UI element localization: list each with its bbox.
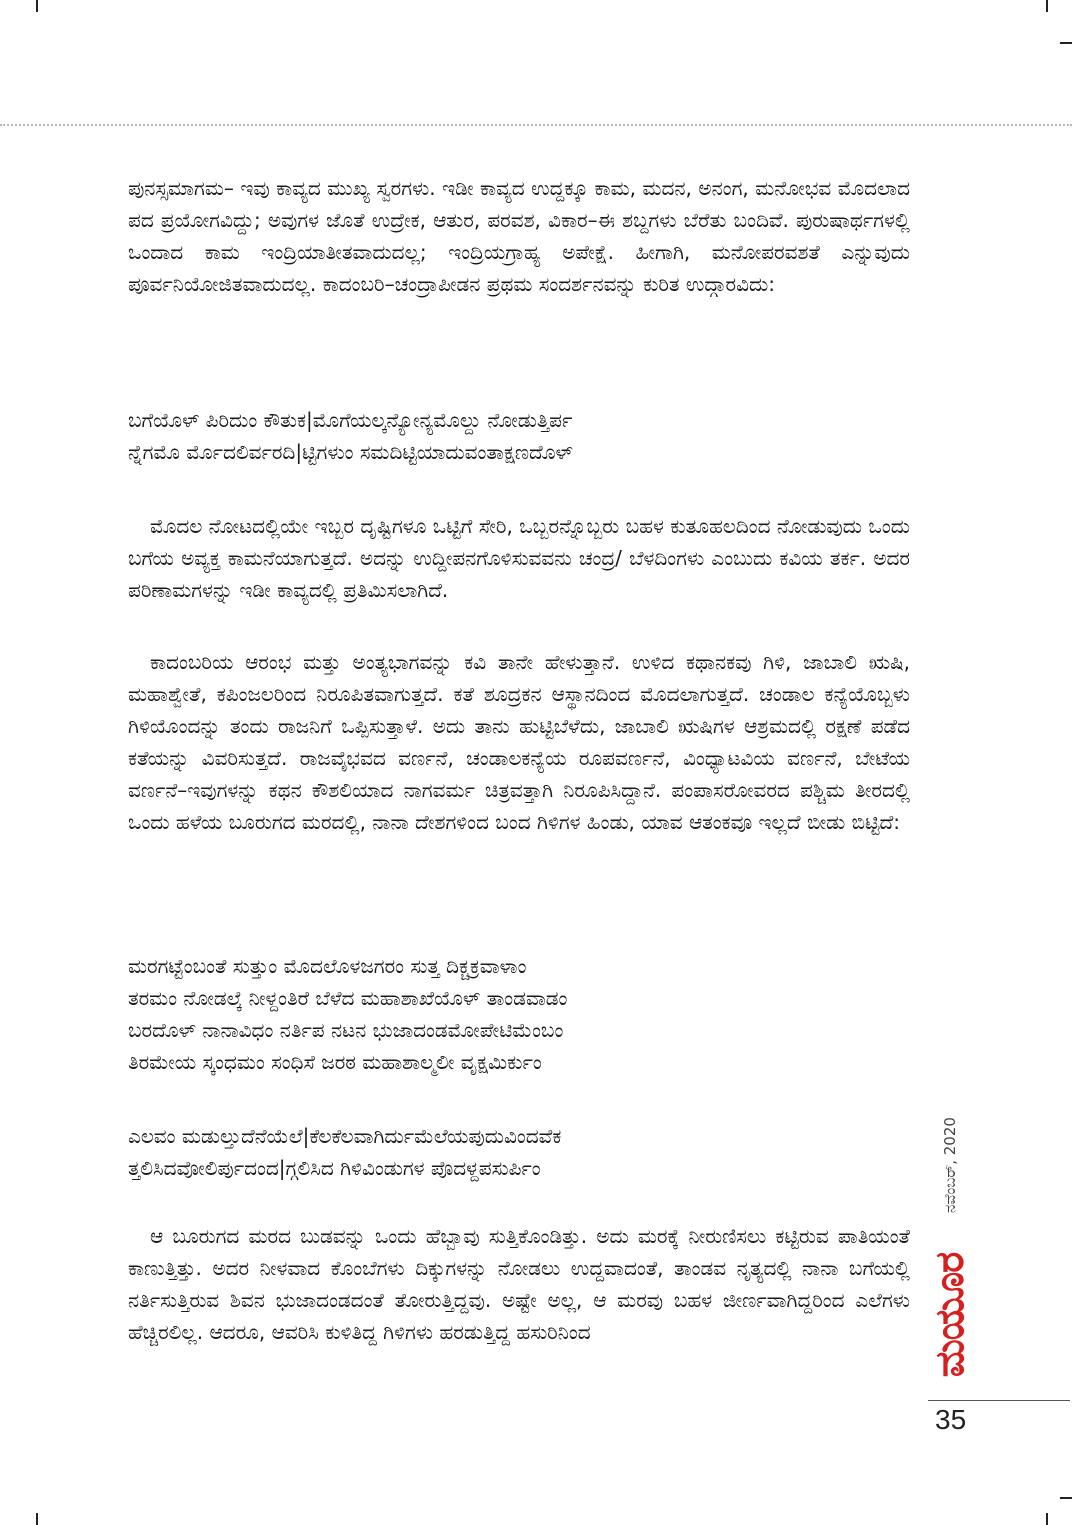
page-number: 35 <box>935 1404 967 1435</box>
verse-block-1 <box>128 404 910 468</box>
paragraph-text: ಕಾದಂಬರಿಯ ಆರಂಭ ಮತ್ತು ಅಂತ್ಯಭಾಗವನ್ನು ಕವಿ ತಾನೇ ಹೇಳುತ್ತಾನೆ. ಉಳಿದ ಕಥಾನಕವು ಗಿಳಿ, ಜಾಬಾಲಿ ಋಷಿ, ಮಹಾಶ್ವೇತೆ, ಕಪಿಂಜಲರಿಂದ ನಿರೂಪಿತವಾಗುತ್ತದೆ. ಕತೆ ಶೂದ್ರಕನ ಆಸ್ಥಾನದಿಂದ ಮೊದಲಾಗುತ್ತದೆ. ಚಂಡಾಲ ಕನ್ಯೆಯೊಬ್ಬಳು ಗಿಳಿಯೊಂದನ್ನು ತಂದು ರಾಜನಿಗೆ ಒಪ್ಪಿಸುತ್ತಾಳೆ. ಅದು ತಾನು ಹುಟ್ಟಿಬೆಳೆದು, ಜಾಬಾಲಿ ಋಷಿಗಳ ಆಶ್ರಮದಲ್ಲಿ ರಕ್ಷಣೆ ಪಡೆದ ಕತೆಯನ್ನು ವಿವರಿಸುತ್ತದೆ. ರಾಜವೈಭವದ ವರ್ಣನೆ, ಚಂಡಾಲಕನ್ಯೆಯ ರೂಪವರ್ಣನೆ, ವಿಂಧ್ಯಾಟವಿಯ ವರ್ಣನೆ, ಬೇಟೆಯ ವರ್ಣನೆ–ಇವುಗಳನ್ನು ಕಥನ ಕೌಶಲಿಯಾದ ನಾಗವರ್ಮ ಚಿತ್ರವತ್ತಾಗಿ ನಿರೂಪಿಸಿದ್ದಾನೆ. ಪಂಪಾಸರೋವರದ ಪಶ್ಚಿಮ ತೀರದಲ್ಲಿ ಒಂದು ಹಳೆಯ ಬೂರುಗದ ಮರದಲ್ಲಿ, ನಾನಾ ದೇಶಗಳಿಂದ ಬಂದ ಗಿಳಿಗಳ ಹಿಂಡು, ಯಾವ ಆತಂಕವೂ ಇಲ್ಲದೆ ಬೀಡು ಬಿಟ್ಟಿದೆ: <box>128 650 910 834</box>
crop-mark-right-upper <box>1060 42 1072 44</box>
crop-mark-right-lower <box>1060 1497 1072 1499</box>
issue-date-text: ನವೆಂಬರ್, 2020 <box>941 1117 959 1213</box>
article-paragraph-4 <box>128 1220 910 1348</box>
paragraph-text: ಆ ಬೂರುಗದ ಮರದ ಬುಡವನ್ನು ಒಂದು ಹೆಬ್ಬಾವು ಸುತ್ತಿಕೊಂಡಿತ್ತು. ಅದು ಮರಕ್ಕೆ ನೀರುಣಿಸಲು ಕಟ್ಟಿರುವ ಪಾತಿಯಂತೆ ಕಾಣುತ್ತಿತ್ತು. ಅದರ ನೀಳವಾದ ಕೊಂಬೆಗಳು ದಿಕ್ಕುಗಳನ್ನು ನೋಡಲು ಉದ್ದವಾದಂತೆ, ತಾಂಡವ ನೃತ್ಯದಲ್ಲಿ ನಾನಾ ಬಗೆಯಲ್ಲಿ ನರ್ತಿಸುತ್ತಿರುವ ಶಿವನ ಭುಜಾದಂಡದಂತೆ ತೋರುತ್ತಿದ್ದವು. ಅಷ್ಟೇ ಅಲ್ಲ, ಆ ಮರವು ಬಹಳ ಜೀರ್ಣವಾಗಿದ್ದರಿಂದ ಎಲೆಗಳು ಹೆಚ್ಚಿರಲಿಲ್ಲ. ಆದರೂ, ಆವರಿಸಿ ಕುಳಿತಿದ್ದ ಗಿಳಿಗಳು ಹರಡುತ್ತಿದ್ದ ಹಸುರಿನಿಂದ <box>128 1224 910 1344</box>
crop-mark-bottom-left <box>36 1513 38 1525</box>
verse-line: ತಿರಮೇಯ ಸ್ಕಂಧಮಂ ಸಂಧಿಸೆ ಜರಠ ಮಹಾಶಾಲ್ಮಲೀ ವೃಕ್ಷಮಿರ್ಕುಂ <box>128 1050 542 1074</box>
verse-block-2 <box>128 950 910 1078</box>
magazine-logo <box>926 1240 974 1390</box>
paragraph-text: ಪುನಸ್ಸಮಾಗಮ– ಇವು ಕಾವ್ಯದ ಮುಖ್ಯ ಸ್ವರಗಳು. ಇಡೀ ಕಾವ್ಯದ ಉದ್ದಕ್ಕೂ ಕಾಮ, ಮದನ, ಅನಂಗ, ಮನೋಭವ ಮೊದಲಾದ ಪದ ಪ್ರಯೋಗವಿದ್ದು; ಅವುಗಳ ಜೊತೆ ಉದ್ರೇಕ, ಆತುರ, ಪರವಶ, ವಿಕಾರ–ಈ ಶಬ್ದಗಳು ಬೆರೆತು ಬಂದಿವೆ. ಪುರುಷಾರ್ಥಗಳಲ್ಲಿ ಒಂದಾದ ಕಾಮ ಇಂದ್ರಿಯಾತೀತವಾದುದಲ್ಲ; ಇಂದ್ರಿಯಗ್ರಾಹ್ಯ ಅಪೇಕ್ಷೆ. ಹೀಗಾಗಿ, ಮನೋಪರವಶತೆ ಎನ್ನುವುದು ಪೂರ್ವನಿಯೋಜಿತವಾದುದಲ್ಲ. ಕಾದಂಬರಿ–ಚಂದ್ರಾಪೀಡನ ಪ್ರಥಮ ಸಂದರ್ಶನವನ್ನು ಕುರಿತ ಉದ್ಗಾರವಿದು: <box>128 176 910 296</box>
issue-date <box>930 1100 970 1230</box>
paragraph-text: ಮೊದಲ ನೋಟದಲ್ಲಿಯೇ ಇಬ್ಬರ ದೃಷ್ಟಿಗಳೂ ಒಟ್ಟಿಗೆ ಸೇರಿ, ಒಬ್ಬರನ್ನೊಬ್ಬರು ಬಹಳ ಕುತೂಹಲದಿಂದ ನೋಡುವುದು ಒಂದು ಬಗೆಯ ಅವ್ಯಕ್ತ ಕಾಮನೆಯಾಗುತ್ತದೆ. ಅದನ್ನು ಉದ್ದೀಪನಗೊಳಿಸುವವನು ಚಂದ್ರ/ ಬೆಳದಿಂಗಳು ಎಂಬುದು ಕವಿಯ ತರ್ಕ. ಅದರ ಪರಿಣಾಮಗಳನ್ನು ಇಡೀ ಕಾವ್ಯದಲ್ಲಿ ಪ್ರತಿಮಿಸಲಾಗಿದೆ. <box>128 514 910 602</box>
verse-line: ತರಮಂ ನೋಡಲ್ಕೆ ನೀಳ್ದಂತಿರೆ ಬೆಳೆದ ಮಹಾಶಾಖೆಯೊಳ್ ತಾಂಡವಾಡಂ <box>128 986 568 1010</box>
verse-line: ನ್ನೆಗಮೊ ರ್ಮೊದಲಿರ್ವರದಿ|ಟ್ಟಿಗಳುಂ ಸಮದಿಟ್ಟಿಯಾದುವಂತಾಕ್ಷಣದೊಳ್ <box>128 440 573 464</box>
folio-rule <box>928 1400 1070 1401</box>
crop-mark-top-right <box>1046 0 1048 12</box>
header-dotted-rule <box>0 124 1072 126</box>
verse-block-3 <box>128 1120 910 1184</box>
verse-line: ಬರದೊಳ್ ನಾನಾವಿಧಂ ನರ್ತಿಪ ನಟನ ಭುಜಾದಂಡಮೋಪೇಟಿಮೆಂಬಂ <box>128 1018 564 1042</box>
article-paragraph-1 <box>128 172 910 300</box>
article-paragraph-2 <box>128 510 910 606</box>
verse-line: ಎಲವಂ ಮಡುಲ್ತುದೆನೆಯೆಲೆ|ಕೆಲಕೆಲವಾಗಿರ್ದುಮೆಲೆಯಪುದುವಿಂದವೆಕ <box>128 1124 562 1148</box>
crop-mark-top-left <box>36 0 38 12</box>
verse-line: ಬಗೆಯೊಳ್ ಪಿರಿದುಂ ಕೌತುಕ|ಮೊಗೆಯಲ್ಕನ್ಯೋನ್ಯಮೊಲ್ದು ನೋಡುತ್ತಿರ್ಪ <box>128 408 573 432</box>
crop-mark-bottom-right <box>1046 1513 1048 1525</box>
article-paragraph-3 <box>128 646 910 838</box>
magazine-logo-text: ಮಯೂರ <box>927 1252 973 1378</box>
verse-line: ತ್ತಲಿಸಿದವೋಲಿರ್ಪುದಂದ|ಗ್ಗಲಿಸಿದ ಗಿಳಿವಿಂಡುಗಳ ಪೊದಳ್ದಪಸುರ್ಪಿಂ <box>128 1156 541 1180</box>
verse-line: ಮರಗಟ್ಟೆಂಬಂತೆ ಸುತ್ತುಂ ಮೊದಲೊಳಜಗರಂ ಸುತ್ತ ದಿಕ್ಚಕ್ರವಾಳಾಂ <box>128 954 527 978</box>
